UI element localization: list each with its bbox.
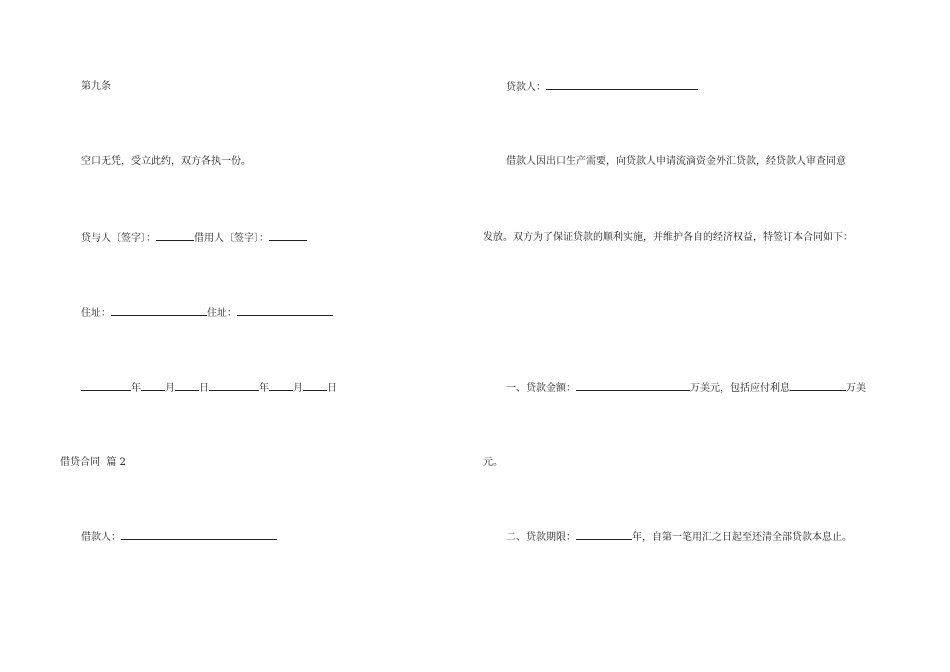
month-blank-1	[141, 381, 165, 391]
borrower-sign-label: 借用人〔签字〕：	[194, 233, 269, 244]
address-blank-lender	[111, 306, 207, 316]
loan-amount-suffix: 万美	[846, 383, 866, 394]
intro-paragraph-line-1: 借款人因出口生产需要，向贷款人申请流滴资金外汇贷款，经贷款人审查同意	[506, 156, 846, 167]
loan-term-blank	[576, 530, 632, 540]
year-blank-2	[209, 381, 259, 391]
address-label-lender: 住址：	[81, 308, 111, 319]
address-label-borrower: 住址：	[207, 308, 237, 319]
address-line	[81, 306, 333, 320]
date-line	[81, 381, 337, 395]
lender-blank	[546, 80, 698, 90]
address-blank-borrower	[237, 306, 333, 316]
year-label-2: 年	[259, 383, 269, 394]
loan-term-label: 二、贷款期限：	[506, 532, 576, 543]
interest-amount-blank	[790, 381, 846, 391]
loan-term-line	[506, 530, 852, 544]
borrower-label: 借款人：	[81, 532, 121, 543]
day-label-1: 日	[199, 383, 209, 394]
day-blank-1	[175, 381, 199, 391]
loan-amount-blank	[576, 381, 690, 391]
lender-sign-label: 贷与人〔签字〕：	[81, 233, 156, 244]
year-blank-1	[81, 381, 131, 391]
year-label-1: 年	[131, 383, 141, 394]
lender-line	[506, 80, 698, 94]
borrower-sign-blank	[269, 231, 307, 241]
loan-amount-line	[506, 381, 866, 395]
borrower-blank	[121, 530, 277, 540]
day-blank-2	[303, 381, 327, 391]
loan-term-text: 年，自第一笔用汇之日起至还清全部贷款本息止。	[632, 532, 852, 543]
section-title: 借贷合同 篇 2	[60, 457, 126, 468]
intro-paragraph-line-2: 发放。双方为了保证贷款的顺利实施，并维护各自的经济权益，特签订本合同如下：	[483, 232, 853, 243]
signature-line	[81, 231, 307, 245]
lender-sign-blank	[156, 231, 194, 241]
month-label-1: 月	[165, 383, 175, 394]
day-label-2: 日	[327, 383, 337, 394]
lender-label: 贷款人：	[506, 82, 546, 93]
article-nine-heading: 第九条	[81, 81, 111, 92]
month-label-2: 月	[293, 383, 303, 394]
loan-amount-label: 一、贷款金额：	[506, 383, 576, 394]
borrower-line	[81, 530, 277, 544]
no-verbal-promise-text: 空口无凭，受立此约，双方各执一份。	[81, 156, 251, 167]
loan-amount-continuation: 元。	[483, 457, 503, 468]
loan-amount-mid-text: 万美元，包括应付利息	[690, 383, 790, 394]
month-blank-2	[269, 381, 293, 391]
